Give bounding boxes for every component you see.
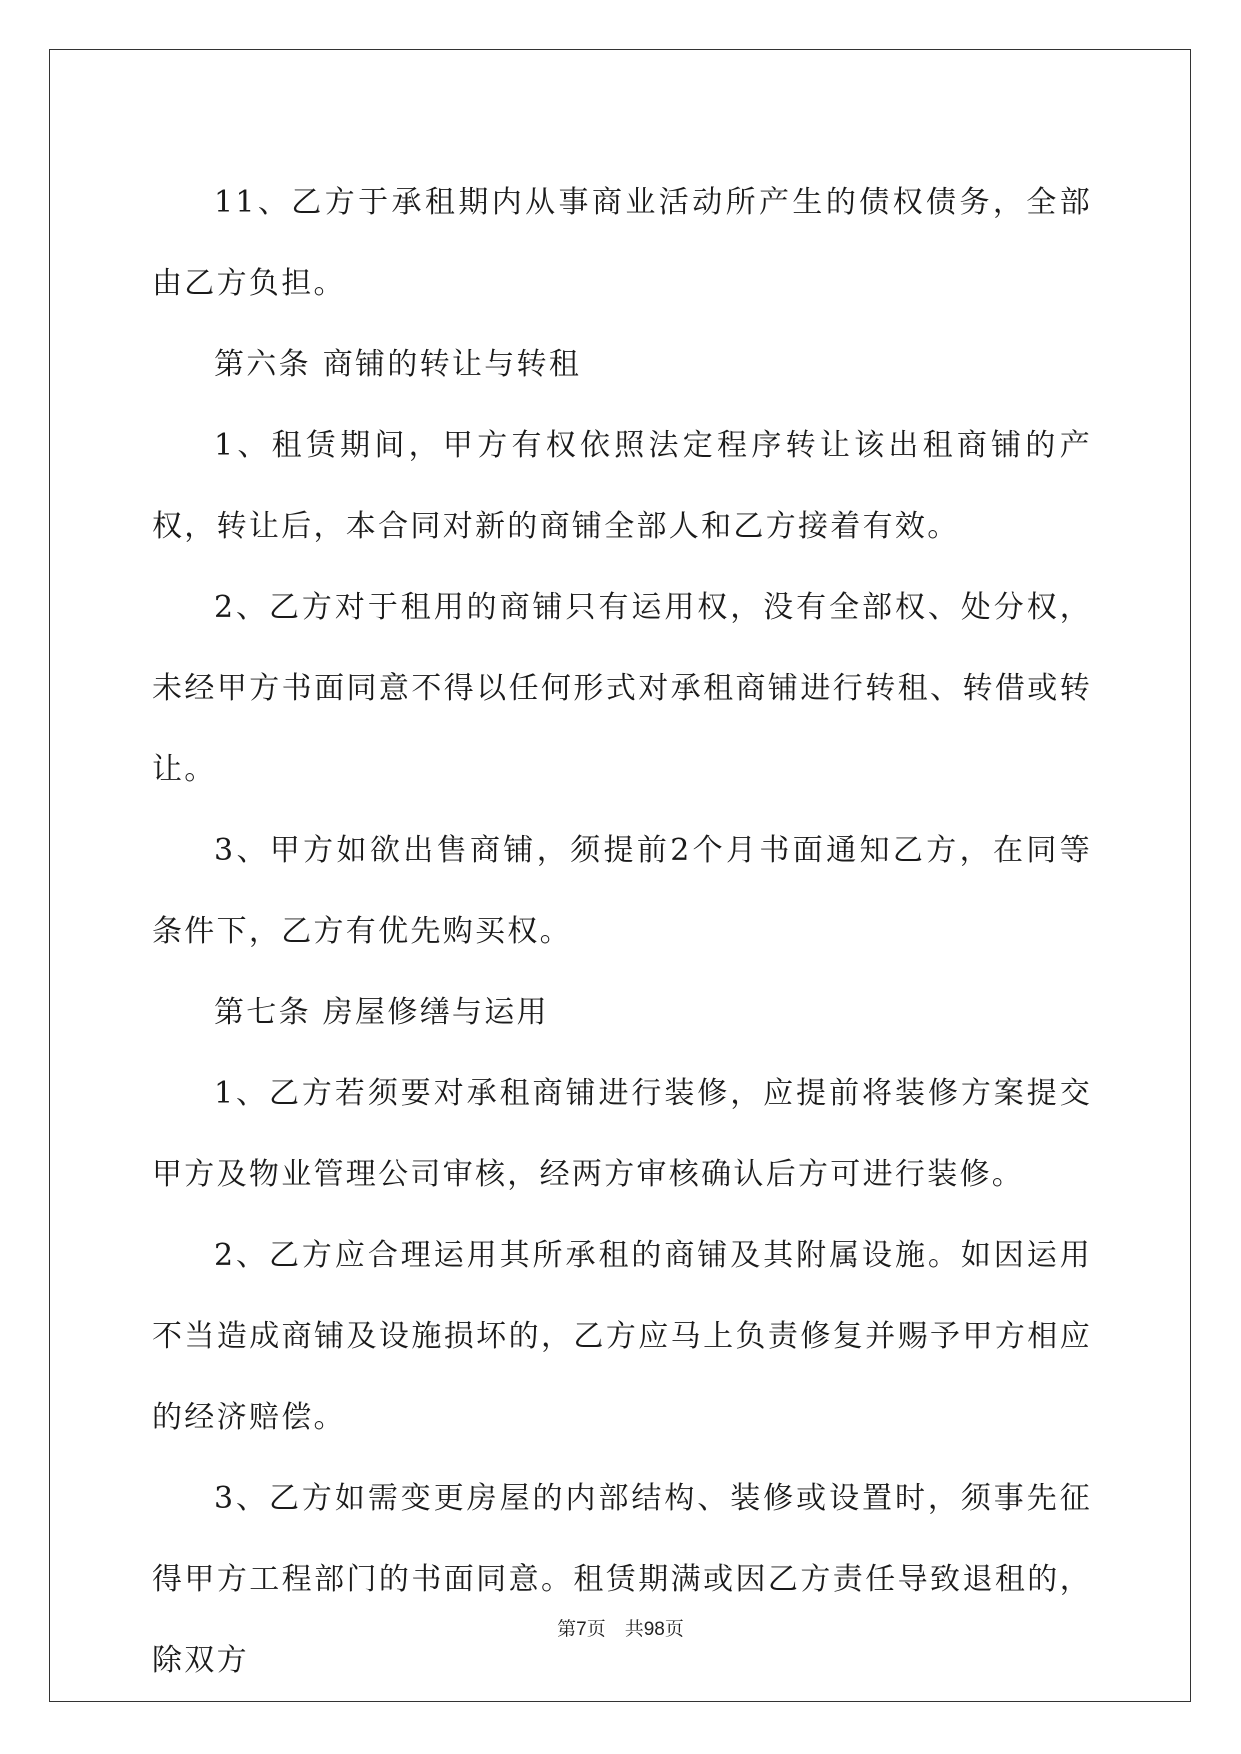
footer-middle: 页 共 bbox=[586, 1618, 644, 1640]
paragraph-6-2: 2、乙方对于租用的商铺只有运用权，没有全部权、处分权，未经甲方书面同意不得以任何形式对承租商铺进行转租、转借或转让。 bbox=[152, 590, 1092, 787]
footer-prefix: 第 bbox=[557, 1618, 577, 1640]
footer-suffix: 页 bbox=[664, 1618, 684, 1640]
section-heading-article-7: 第七条 房屋修缮与运用 bbox=[214, 995, 549, 1030]
paragraph-6-1: 1、租赁期间，甲方有权依照法定程序转让该出租商铺的产权，转让后，本合同对新的商铺全部人和乙方接着有效。 bbox=[152, 428, 1092, 544]
page-footer bbox=[0, 1614, 1241, 1641]
document-body bbox=[152, 162, 1092, 1701]
paragraph-11-debts: 11、乙方于承租期内从事商业活动所产生的债权债务，全部由乙方负担。 bbox=[152, 185, 1092, 301]
total-page-count: 98 bbox=[643, 1619, 665, 1640]
paragraph-6-3: 3、甲方如欲出售商铺，须提前2个月书面通知乙方，在同等条件下，乙方有优先购买权。 bbox=[152, 833, 1092, 949]
paragraph-7-2: 2、乙方应合理运用其所承租的商铺及其附属设施。如因运用不当造成商铺及设施损坏的，乙方应马上负责修复并赐予甲方相应的经济赔偿。 bbox=[152, 1238, 1092, 1435]
paragraph-7-1: 1、乙方若须要对承租商铺进行装修，应提前将装修方案提交甲方及物业管理公司审核，经两方审核确认后方可进行装修。 bbox=[152, 1076, 1092, 1192]
current-page-number: 7 bbox=[576, 1619, 587, 1640]
section-heading-article-6: 第六条 商铺的转让与转租 bbox=[214, 347, 582, 382]
paragraph-7-3: 3、乙方如需变更房屋的内部结构、装修或设置时，须事先征得甲方工程部门的书面同意。租赁期满或因乙方责任导致退租的，除双方 bbox=[152, 1481, 1092, 1678]
